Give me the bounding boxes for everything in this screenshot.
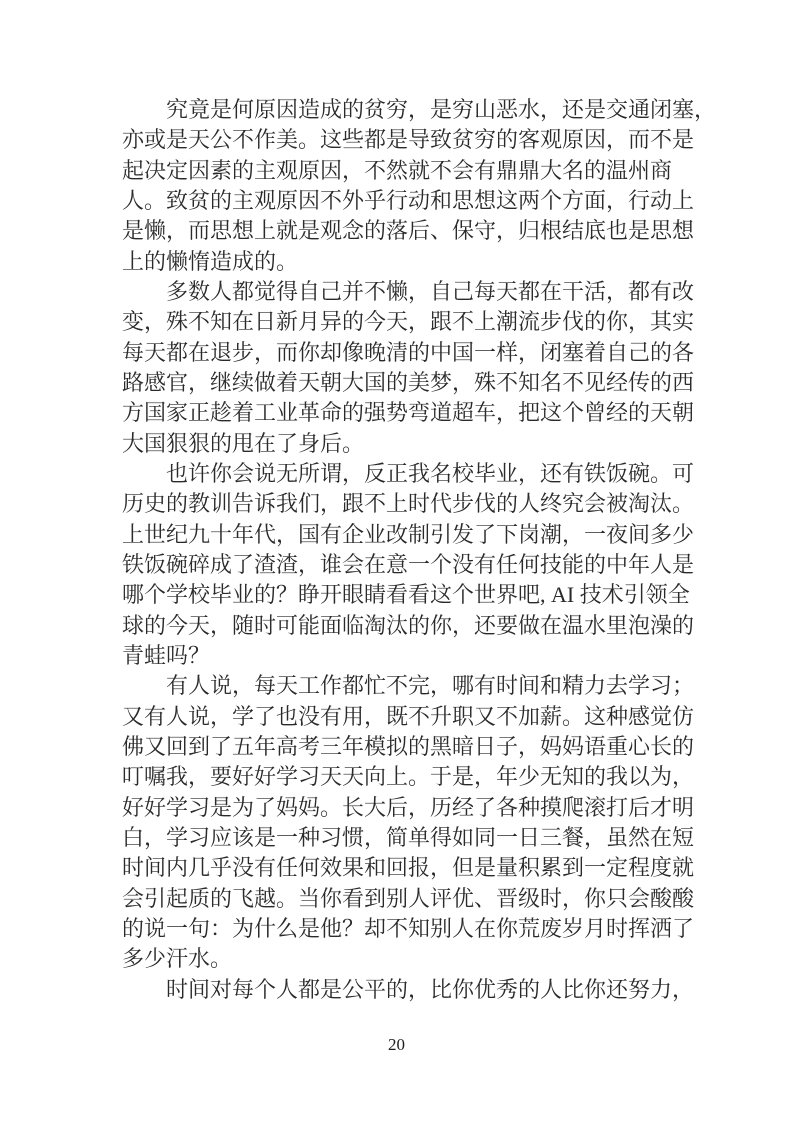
text-line: 哪个学校毕业的？睁开眼睛看看这个世界吧, AI 技术引领全 <box>122 582 690 608</box>
text-line: 起决定因素的主观原因，不然就不会有鼎鼎大名的温州商 <box>122 157 673 183</box>
text-line: 时间内几乎没有任何效果和回报，但是量积累到一定程度就 <box>122 855 695 881</box>
text-line: 时间对每个人都是公平的，比你优秀的人比你还努力， <box>166 976 695 1002</box>
text-line: 铁饭碗碎成了渣渣，谁会在意一个没有任何技能的中年人是 <box>122 551 695 577</box>
text-line: 亦或是天公不作美。这些都是导致贫穷的客观原因，而不是 <box>122 127 695 153</box>
text-line: 佛又回到了五年高考三年模拟的黑暗日子，妈妈语重心长的 <box>122 733 695 759</box>
text-line: 白，学习应该是一种习惯，简单得如同一日三餐，虽然在短 <box>122 824 695 850</box>
text-line: 是懒，而思想上就是观念的落后、保守，归根结底也是思想 <box>122 218 695 244</box>
text-line: 变，殊不知在日新月异的今天，跟不上潮流步伐的你，其实 <box>122 309 695 335</box>
text-line: 人。致贫的主观原因不外乎行动和思想这两个方面，行动上 <box>122 187 695 213</box>
text-line: 路感官，继续做着天朝大国的美梦，殊不知名不见经传的西 <box>122 369 695 395</box>
paragraph <box>122 459 695 671</box>
text-line: 上的懒惰造成的。 <box>122 248 299 274</box>
text-line: 有人说，每天工作都忙不完，哪有时间和精力去学习； <box>166 673 695 699</box>
paragraph <box>122 95 717 277</box>
text-line: 多少汗水。 <box>122 946 233 972</box>
text-line: 每天都在退步，而你却像晚清的中国一样，闭塞着自己的各 <box>122 339 695 365</box>
paragraph <box>122 975 695 1005</box>
paragraph <box>122 277 695 459</box>
text-line: 大国狠狠的甩在了身后。 <box>122 430 365 456</box>
text-line: 叮嘱我，要好好学习天天向上。于是，年少无知的我以为， <box>122 764 695 790</box>
text-line: 方国家正趁着工业革命的强势弯道超车，把这个曾经的天朝 <box>122 400 695 426</box>
text-line: 又有人说，学了也没有用，既不升职又不加薪。这种感觉仿 <box>122 703 695 729</box>
text-line: 青蛙吗？ <box>122 642 211 668</box>
document-body <box>122 95 717 1005</box>
page-number: 20 <box>388 1035 405 1054</box>
text-line: 究竟是何原因造成的贫穷，是穷山恶水，还是交通闭塞， <box>166 97 717 122</box>
text-line: 会引起质的飞越。当你看到别人评优、晋级时，你只会酸酸 <box>122 885 695 911</box>
text-line: 历史的教训告诉我们，跟不上时代步伐的人终究会被淘汰。 <box>122 491 695 517</box>
paragraph <box>122 671 695 974</box>
text-line: 也许你会说无所谓，反正我名校毕业，还有铁饭碗。可 <box>166 460 695 486</box>
text-line: 多数人都觉得自己并不懒，自己每天都在干活，都有改 <box>166 278 695 304</box>
text-line: 球的今天，随时可能面临淘汰的你，还要做在温水里泡澡的 <box>122 612 695 638</box>
text-line: 好好学习是为了妈妈。长大后，历经了各种摸爬滚打后才明 <box>122 794 695 820</box>
text-line: 上世纪九十年代，国有企业改制引发了下岗潮，一夜间多少 <box>122 521 695 547</box>
page-footer <box>0 1034 793 1056</box>
text-line: 的说一句：为什么是他？却不知别人在你荒废岁月时挥洒了 <box>122 915 695 941</box>
